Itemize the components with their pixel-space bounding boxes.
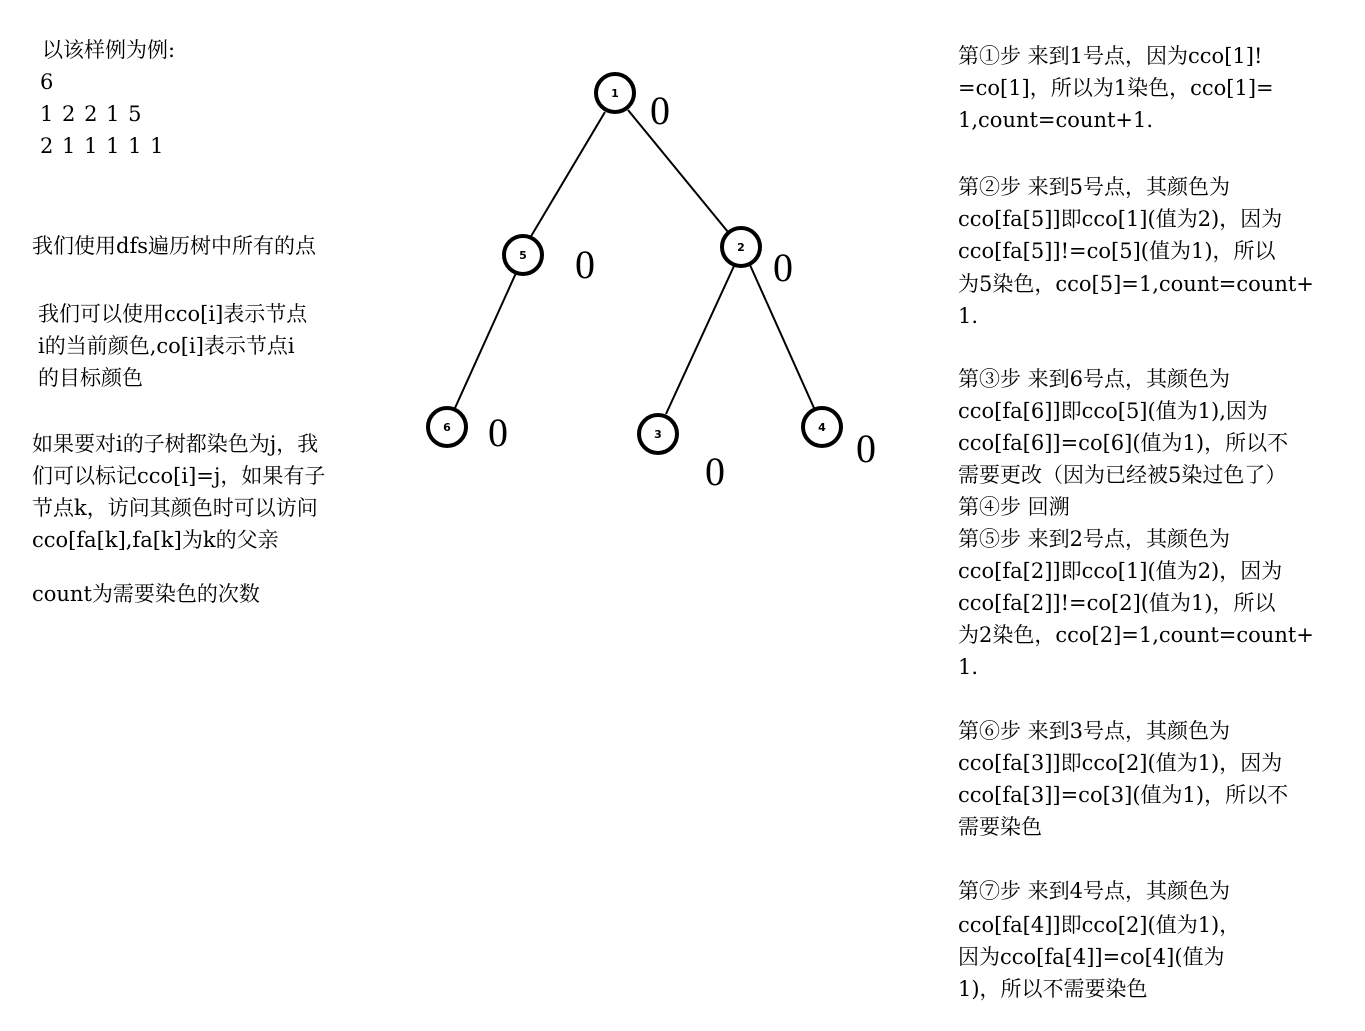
node-id-label: 1 — [611, 87, 619, 100]
step-2-line: cco[fa[5]]!=co[5](值为1)，所以 — [958, 239, 1276, 263]
step-7-line: cco[fa[4]]即cco[2](值为1)， — [958, 913, 1241, 937]
node-id-label: 4 — [818, 421, 826, 434]
step-3-line: 需要更改（因为已经被5染过色了） — [958, 463, 1287, 487]
tree-edge — [666, 266, 734, 414]
step-7-line: 第⑦步 来到4号点，其颜色为 — [958, 879, 1231, 903]
node-id-label: 6 — [443, 421, 451, 434]
tree-edge — [455, 273, 516, 408]
note-count: count为需要染色的次数 — [32, 582, 260, 606]
tree-node-1 — [596, 74, 634, 112]
step-7-line: 因为cco[fa[4]]=co[4](值为 — [958, 945, 1225, 969]
step-1-line: 第①步 来到1号点，因为cco[1]! — [958, 44, 1263, 68]
note-subtree-line: cco[fa[k],fa[k]为k的父亲 — [32, 528, 279, 552]
tree-edge — [530, 112, 605, 238]
sample-line-1: 6 — [40, 70, 54, 94]
step-4-line: 第④步 回溯 — [958, 495, 1070, 519]
node-value-label: 0 — [650, 88, 670, 133]
note-subtree-line: 如果要对i的子树都染色为j，我 — [32, 432, 319, 456]
step-5-line: 1. — [958, 655, 979, 679]
node-value-label: 0 — [575, 242, 595, 287]
tree-node-5 — [504, 236, 542, 274]
step-5-line: cco[fa[2]]!=co[2](值为1)，所以 — [958, 591, 1276, 615]
note-cco-def-line: 我们可以使用cco[i]表示节点 — [38, 302, 308, 326]
step-2-line: 1. — [958, 304, 979, 328]
step-5-line: 为2染色，cco[2]=1,count=count+ — [958, 623, 1314, 647]
node-id-label: 5 — [519, 249, 527, 262]
step-3-line: 第③步 来到6号点，其颜色为 — [958, 367, 1231, 391]
node-value-label: 0 — [705, 449, 725, 494]
step-6-line: cco[fa[3]]即cco[2](值为1)，因为 — [958, 751, 1283, 775]
step-1-line: =co[1]，所以为1染色，cco[1]= — [958, 76, 1274, 100]
node-value-label: 0 — [488, 410, 508, 455]
step-2-line: 第②步 来到5号点，其颜色为 — [958, 175, 1231, 199]
note-subtree-line: 们可以标记cco[i]=j，如果有子 — [32, 464, 326, 488]
note-subtree-line: 节点k，访问其颜色时可以访问 — [32, 496, 318, 520]
step-7-line: 1)，所以不需要染色 — [958, 977, 1148, 1001]
step-3-line: cco[fa[6]]=co[6](值为1)，所以不 — [958, 431, 1289, 455]
step-6-line: 需要染色 — [958, 815, 1042, 839]
step-6-line: cco[fa[3]]=co[3](值为1)，所以不 — [958, 783, 1289, 807]
node-id-label: 2 — [737, 241, 745, 254]
sample-line-2: 1 2 2 1 5 — [40, 102, 142, 126]
sample-line-3: 2 1 1 1 1 1 — [40, 134, 164, 158]
node-id-label: 3 — [654, 428, 662, 441]
tree-node-2 — [722, 228, 760, 266]
tree-node-3 — [639, 415, 677, 453]
tree-edge — [628, 110, 728, 232]
step-2-line: 为5染色，cco[5]=1,count=count+ — [958, 272, 1314, 296]
tree-node-4 — [803, 408, 841, 446]
node-value-label: 0 — [773, 245, 793, 290]
note-dfs: 我们使用dfs遍历树中所有的点 — [32, 234, 316, 258]
step-6-line: 第⑥步 来到3号点，其颜色为 — [958, 719, 1231, 743]
tree-node-6 — [428, 408, 466, 446]
step-3-line: cco[fa[6]]即cco[5](值为1),因为 — [958, 399, 1268, 423]
note-cco-def-line: i的当前颜色,co[i]表示节点i — [38, 334, 295, 358]
node-value-label: 0 — [856, 426, 876, 471]
note-cco-def-line: 的目标颜色 — [38, 366, 143, 390]
sample-heading: 以该样例为例: — [42, 38, 176, 62]
step-1-line: 1,count=count+1. — [958, 108, 1154, 132]
step-2-line: cco[fa[5]]即cco[1](值为2)，因为 — [958, 207, 1283, 231]
step-5-line: 第⑤步 来到2号点，其颜色为 — [958, 527, 1231, 551]
step-5-line: cco[fa[2]]即cco[1](值为2)，因为 — [958, 559, 1283, 583]
